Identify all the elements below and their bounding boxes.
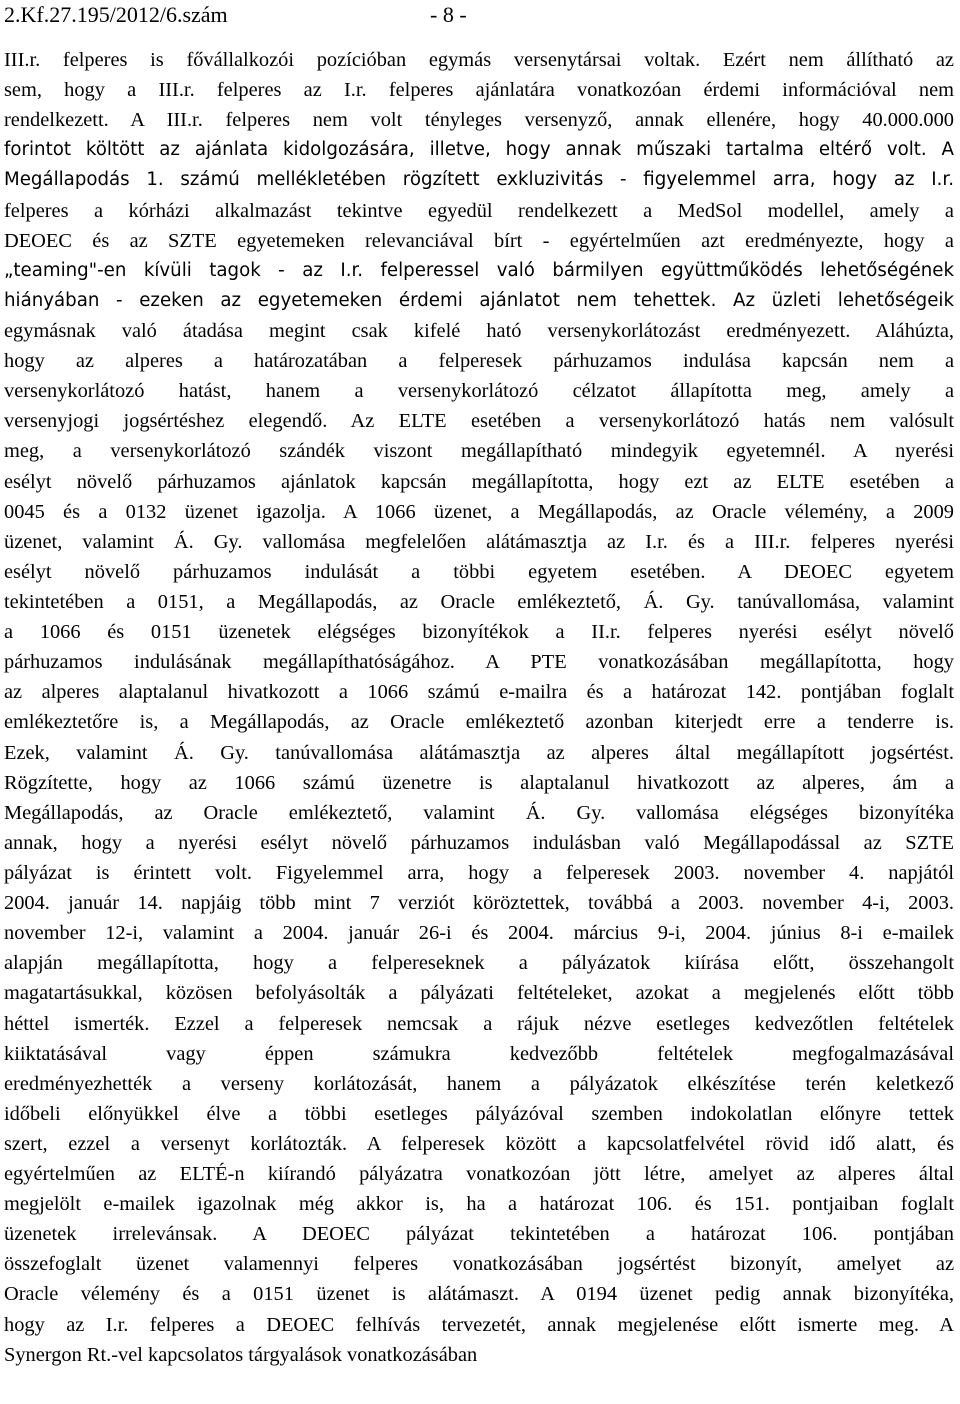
text-line: üzenetek irrelevánsak. A DEOEC pályázat tekintetében a határozat 106. pontjában xyxy=(4,1223,954,1246)
text-line: rendelkezett. A III.r. felperes nem volt tényleges versenyző, annak ellenére, hogy 40.000.000 xyxy=(4,109,954,132)
text-line: összefoglalt üzenet valamennyi felperes vonatkozásában jogsértést bizonyít, amelyet az xyxy=(4,1253,954,1276)
text-line: annak, hogy a nyerési esélyt növelő párhuzamos indulásban való Megállapodással az SZTE xyxy=(4,831,954,854)
text-line: 0045 és a 0132 üzenet igazolja. A 1066 üzenet, a Megállapodás, az Oracle vélemény, a 2009 xyxy=(4,500,954,523)
text-line: kiiktatásával vagy éppen számukra kedvezőbb feltételek megfogalmazásával xyxy=(4,1042,954,1065)
page-number: - 8 - xyxy=(430,2,467,27)
text-line: időbeli előnyükkel élve a többi esetleges pályázóval szemben indokolatlan előnyre tettek xyxy=(4,1102,954,1125)
text-line: meg, a versenykorlátozó szándék viszont megállapítható mindegyik egyetemnél. A nyerési xyxy=(4,440,954,463)
text-line: magatartásukkal, közösen befolyásolták a pályázati feltételeket, azokat a megjelenés előtt több xyxy=(4,982,954,1005)
text-line: Ezek, valamint Á. Gy. tanúvallomása alátámasztja az alperes által megállapított jogsértést. xyxy=(4,741,954,764)
text-line: Oracle vélemény és a 0151 üzenet is alátámaszt. A 0194 üzenet pedig annak bizonyítéka, xyxy=(4,1283,954,1306)
text-line: emlékeztetőre is, a Megállapodás, az Oracle emlékeztető azonban kiterjedt erre a tenderre is. xyxy=(4,711,954,734)
text-line: az alperes alaptalanul hivatkozott a 1066 számú e-mailra és a határozat 142. pontjában foglalt xyxy=(4,681,954,704)
text-line: szert, ezzel a versenyt korlátozták. A felperesek között a kapcsolatfelvétel rövid idő alatt, és xyxy=(4,1132,954,1155)
text-line: felperes a kórházi alkalmazást tekintve egyedül rendelkezett a MedSol modellel, amely a xyxy=(4,199,954,222)
text-line: versenyjogi jogsértéshez elegendő. Az ELTE esetében a versenykorlátozó hatás nem valósult xyxy=(4,410,954,433)
text-line: egyértelműen az ELTÉ-n kiírandó pályázatra vonatkozóan jött létre, amelyet az alperes által xyxy=(4,1163,954,1186)
text-line: eredményezhették a verseny korlátozását, hanem a pályázatok elkészítése terén keletkező xyxy=(4,1072,954,1095)
text-line: a 1066 és 0151 üzenetek elégséges bizonyítékok a II.r. felperes nyerési esélyt növelő xyxy=(4,621,954,644)
text-line: DEOEC és az SZTE egyetemeken relevanciával bírt - egyértelműen azt eredményezte, hogy a xyxy=(4,229,954,252)
text-line: „teaming"-en kívüli tagok - az I.r. felperessel való bármilyen együttműködés lehetőségének xyxy=(4,259,954,281)
text-line: III.r. felperes is fővállalkozói pozícióban egymás versenytársai voltak. Ezért nem állítható az xyxy=(4,49,954,71)
text-line: megjelölt e-mailek igazolnak még akkor is, ha a határozat 106. és 151. pontjaiban foglalt xyxy=(4,1193,954,1216)
text-line: tekintetében a 0151, a Megállapodás, az Oracle emlékeztető, Á. Gy. tanúvallomása, valamint xyxy=(4,590,954,613)
text-line: Megállapodás, az Oracle emlékeztető, valamint Á. Gy. vallomása elégséges bizonyítéka xyxy=(4,801,954,824)
text-line: Synergon Rt.-vel kapcsolatos tárgyalások vonatkozásában xyxy=(4,1343,478,1366)
text-line: Rögzítette, hogy az 1066 számú üzenetre is alaptalanul hivatkozott az alperes, ám a xyxy=(4,771,954,794)
text-line: üzenet, valamint Á. Gy. vallomása megfelelően alátámasztja az I.r. és a III.r. felperes nyerési xyxy=(4,530,954,553)
text-line: november 12-i, valamint a 2004. január 26-i és 2004. március 9-i, 2004. június 8-i e-mailek xyxy=(4,922,954,945)
text-line: hogy az alperes a határozatában a felperesek párhuzamos indulása kapcsán nem a xyxy=(4,350,954,373)
text-line: párhuzamos indulásának megállapíthatóságához. A PTE vonatkozásában megállapította, hogy xyxy=(4,651,954,674)
text-line: hogy az I.r. felperes a DEOEC felhívás tervezetét, annak megjelenése előtt ismerte meg. A xyxy=(4,1313,954,1336)
body-text xyxy=(4,45,954,1370)
text-line: sem, hogy a III.r. felperes az I.r. felperes ajánlatára vonatkozóan érdemi információval nem xyxy=(4,79,954,102)
text-line: hiányában - ezeken az egyetemeken érdemi ajánlatot nem tehettek. Az üzleti lehetőségeik xyxy=(4,289,954,311)
text-line: esélyt növelő párhuzamos ajánlatok kapcsán megállapította, hogy ezt az ELTE esetében a xyxy=(4,470,954,493)
text-line: Megállapodás 1. számú mellékletében rögzített exkluzivitás - figyelemmel arra, hogy az I.r. xyxy=(4,169,954,191)
text-line: pályázat is érintett volt. Figyelemmel arra, hogy a felperesek 2003. november 4. napjától xyxy=(4,861,954,884)
text-line: alapján megállapította, hogy a felpereseknek a pályázatok kiírása előtt, összehangolt xyxy=(4,952,954,975)
page-header xyxy=(4,0,954,30)
text-line: héttel ismerték. Ezzel a felperesek nemcsak a rájuk nézve esetleges kedvezőtlen feltételek xyxy=(4,1012,954,1035)
text-line: esélyt növelő párhuzamos indulását a többi egyetem esetében. A DEOEC egyetem xyxy=(4,560,954,583)
case-number: 2.Kf.27.195/2012/6.szám xyxy=(4,2,228,27)
text-line: forintot költött az ajánlata kidolgozására, illetve, hogy annak műszaki tartalma eltérő volt. A xyxy=(4,139,954,161)
text-line: egymásnak való átadása megint csak kifelé ható versenykorlátozást eredményezett. Aláhúzta, xyxy=(4,319,954,342)
text-line: versenykorlátozó hatást, hanem a versenykorlátozó célzatot állapította meg, amely a xyxy=(4,380,954,403)
text-line: 2004. január 14. napjáig több mint 7 verziót köröztettek, továbbá a 2003. november 4-i, 2003. xyxy=(4,892,954,915)
